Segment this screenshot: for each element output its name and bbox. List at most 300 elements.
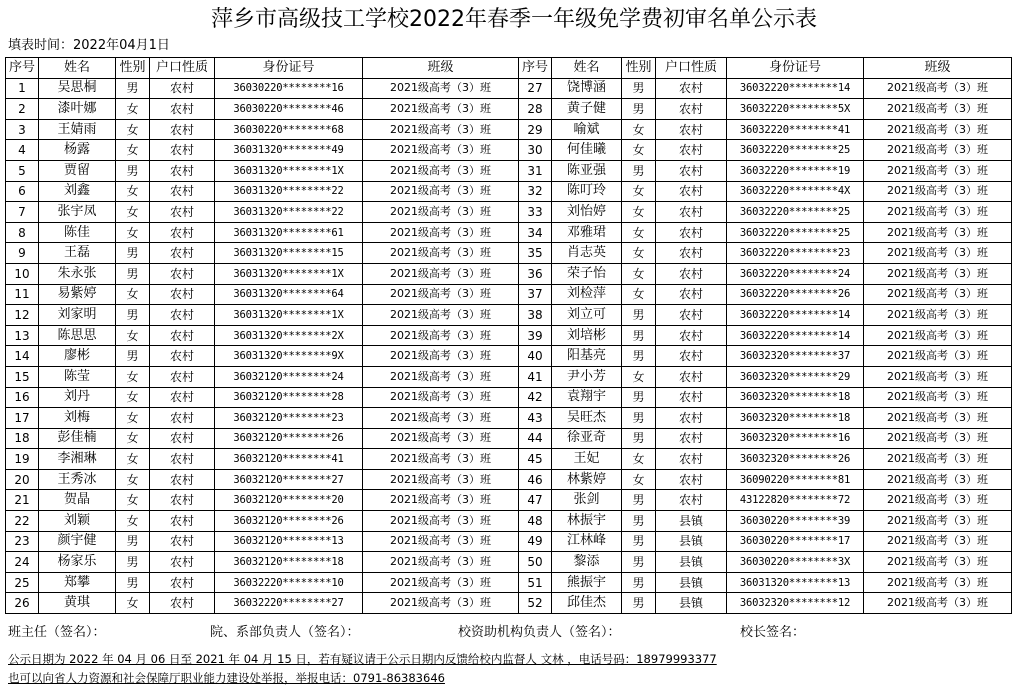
gender-cell: 男: [116, 305, 150, 326]
table-row: [6, 408, 1012, 429]
hukou-cell: 农村: [656, 387, 727, 408]
class-cell: 2021级高考（3）班: [363, 263, 519, 284]
id-number-cell: 36032220********25: [727, 202, 864, 223]
seq-cell: 39: [519, 325, 552, 346]
class-cell: 2021级高考（3）班: [363, 511, 519, 532]
gender-cell: 女: [116, 202, 150, 223]
seq-cell: 33: [519, 202, 552, 223]
gender-cell: 男: [622, 490, 656, 511]
class-cell: 2021级高考（3）班: [363, 346, 519, 367]
seq-cell: 8: [6, 222, 39, 243]
class-cell: 2021级高考（3）班: [864, 160, 1012, 181]
id-number-cell: 36031320********22: [215, 181, 363, 202]
gender-cell: 女: [622, 202, 656, 223]
hukou-cell: 县镇: [656, 593, 727, 614]
gender-cell: 男: [622, 408, 656, 429]
name-cell: 阳基亮: [552, 346, 622, 367]
gender-cell: 女: [116, 593, 150, 614]
name-cell: 刘丹: [39, 387, 116, 408]
seq-cell: 47: [519, 490, 552, 511]
id-number-cell: 36032120********13: [215, 531, 363, 552]
seq-cell: 35: [519, 243, 552, 264]
seq-cell: 19: [6, 449, 39, 470]
class-cell: 2021级高考（3）班: [363, 284, 519, 305]
gender-cell: 女: [116, 490, 150, 511]
id-number-cell: 36032220********4X: [727, 181, 864, 202]
seq-cell: 44: [519, 428, 552, 449]
hukou-cell: 农村: [656, 160, 727, 181]
id-number-cell: 36031320********22: [215, 202, 363, 223]
class-cell: 2021级高考（3）班: [864, 263, 1012, 284]
gender-cell: 男: [622, 160, 656, 181]
id-number-cell: 36032220********14: [727, 78, 864, 99]
table-row: [6, 490, 1012, 511]
class-cell: 2021级高考（3）班: [363, 552, 519, 573]
table-row: [6, 469, 1012, 490]
hukou-cell: 农村: [150, 469, 215, 490]
seq-cell: 7: [6, 202, 39, 223]
class-cell: 2021级高考（3）班: [864, 511, 1012, 532]
table-row: [6, 531, 1012, 552]
name-cell: 尹小芳: [552, 366, 622, 387]
gender-cell: 女: [116, 366, 150, 387]
name-cell: 廖彬: [39, 346, 116, 367]
header-gender: 性别: [116, 58, 150, 79]
seq-cell: 43: [519, 408, 552, 429]
gender-cell: 男: [116, 243, 150, 264]
name-cell: 张剑: [552, 490, 622, 511]
hukou-cell: 农村: [656, 243, 727, 264]
seq-cell: 34: [519, 222, 552, 243]
table-row: [6, 284, 1012, 305]
class-cell: 2021级高考（3）班: [864, 325, 1012, 346]
hukou-cell: 农村: [150, 408, 215, 429]
header-hukou: 户口性质: [656, 58, 727, 79]
class-cell: 2021级高考（3）班: [363, 99, 519, 120]
seq-cell: 42: [519, 387, 552, 408]
seq-cell: 3: [6, 119, 39, 140]
class-cell: 2021级高考（3）班: [363, 243, 519, 264]
name-cell: 黄琪: [39, 593, 116, 614]
hukou-cell: 县镇: [656, 572, 727, 593]
name-cell: 袁翔宇: [552, 387, 622, 408]
seq-cell: 52: [519, 593, 552, 614]
hukou-cell: 农村: [150, 140, 215, 161]
hukou-cell: 县镇: [656, 531, 727, 552]
id-number-cell: 43122820********72: [727, 490, 864, 511]
name-cell: 饶博涵: [552, 78, 622, 99]
seq-cell: 11: [6, 284, 39, 305]
gender-cell: 女: [622, 119, 656, 140]
class-cell: 2021级高考（3）班: [363, 428, 519, 449]
name-cell: 邓雅珺: [552, 222, 622, 243]
id-number-cell: 36032220********5X: [727, 99, 864, 120]
seq-cell: 22: [6, 511, 39, 532]
gender-cell: 女: [116, 511, 150, 532]
id-number-cell: 36032220********19: [727, 160, 864, 181]
seq-cell: 51: [519, 572, 552, 593]
id-number-cell: 36032120********41: [215, 449, 363, 470]
id-number-cell: 36032120********28: [215, 387, 363, 408]
name-cell: 黄子健: [552, 99, 622, 120]
id-number-cell: 36030220********16: [215, 78, 363, 99]
id-number-cell: 36032320********26: [727, 449, 864, 470]
id-number-cell: 36032320********18: [727, 408, 864, 429]
hukou-cell: 农村: [656, 325, 727, 346]
name-cell: 陈莹: [39, 366, 116, 387]
id-number-cell: 36030220********17: [727, 531, 864, 552]
seq-cell: 24: [6, 552, 39, 573]
seq-cell: 45: [519, 449, 552, 470]
hukou-cell: 农村: [656, 366, 727, 387]
name-cell: 刘家明: [39, 305, 116, 326]
id-number-cell: 36032320********37: [727, 346, 864, 367]
name-cell: 肖志英: [552, 243, 622, 264]
class-cell: 2021级高考（3）班: [864, 593, 1012, 614]
table-row: [6, 99, 1012, 120]
seq-cell: 26: [6, 593, 39, 614]
gender-cell: 男: [116, 572, 150, 593]
class-cell: 2021级高考（3）班: [864, 202, 1012, 223]
gender-cell: 男: [622, 387, 656, 408]
hukou-cell: 农村: [150, 222, 215, 243]
name-cell: 吴旺杰: [552, 408, 622, 429]
name-cell: 颜宇健: [39, 531, 116, 552]
seq-cell: 40: [519, 346, 552, 367]
class-cell: 2021级高考（3）班: [864, 305, 1012, 326]
seq-cell: 27: [519, 78, 552, 99]
name-cell: 彭佳楠: [39, 428, 116, 449]
gender-cell: 女: [116, 408, 150, 429]
gender-cell: 男: [622, 552, 656, 573]
seq-cell: 5: [6, 160, 39, 181]
id-number-cell: 36031320********61: [215, 222, 363, 243]
id-number-cell: 36032220********26: [727, 284, 864, 305]
id-number-cell: 36031320********1X: [215, 263, 363, 284]
seq-cell: 4: [6, 140, 39, 161]
class-cell: 2021级高考（3）班: [363, 140, 519, 161]
gender-cell: 男: [622, 305, 656, 326]
hukou-cell: 农村: [150, 387, 215, 408]
name-cell: 江林峰: [552, 531, 622, 552]
gender-cell: 女: [116, 181, 150, 202]
class-cell: 2021级高考（3）班: [864, 449, 1012, 470]
table-row: [6, 78, 1012, 99]
seq-cell: 48: [519, 511, 552, 532]
gender-cell: 男: [622, 511, 656, 532]
hukou-cell: 农村: [656, 263, 727, 284]
gender-cell: 女: [622, 469, 656, 490]
gender-cell: 女: [116, 119, 150, 140]
name-cell: 林紫婷: [552, 469, 622, 490]
hukou-cell: 农村: [150, 78, 215, 99]
hukou-cell: 农村: [656, 140, 727, 161]
name-cell: 林振宇: [552, 511, 622, 532]
class-cell: 2021级高考（3）班: [363, 78, 519, 99]
seq-cell: 31: [519, 160, 552, 181]
seq-cell: 1: [6, 78, 39, 99]
seq-cell: 21: [6, 490, 39, 511]
header-name: 姓名: [552, 58, 622, 79]
name-cell: 易紫婷: [39, 284, 116, 305]
seq-cell: 36: [519, 263, 552, 284]
hukou-cell: 农村: [150, 366, 215, 387]
class-cell: 2021级高考（3）班: [864, 99, 1012, 120]
name-cell: 杨露: [39, 140, 116, 161]
class-cell: 2021级高考（3）班: [363, 593, 519, 614]
seq-cell: 28: [519, 99, 552, 120]
seq-cell: 32: [519, 181, 552, 202]
gender-cell: 男: [622, 78, 656, 99]
name-cell: 刘检萍: [552, 284, 622, 305]
table-row: [6, 428, 1012, 449]
gender-cell: 女: [116, 449, 150, 470]
id-number-cell: 36032220********10: [215, 572, 363, 593]
seq-cell: 18: [6, 428, 39, 449]
id-number-cell: 36031320********9X: [215, 346, 363, 367]
seq-cell: 49: [519, 531, 552, 552]
hukou-cell: 农村: [150, 284, 215, 305]
principal-signature: 校长签名：: [740, 625, 806, 640]
id-number-cell: 36030220********46: [215, 99, 363, 120]
name-cell: 王妃: [552, 449, 622, 470]
class-cell: 2021级高考（3）班: [864, 78, 1012, 99]
hukou-cell: 农村: [656, 78, 727, 99]
class-cell: 2021级高考（3）班: [363, 366, 519, 387]
id-number-cell: 36032120********26: [215, 511, 363, 532]
hukou-cell: 农村: [150, 531, 215, 552]
seq-cell: 14: [6, 346, 39, 367]
name-cell: 王磊: [39, 243, 116, 264]
hukou-cell: 农村: [150, 428, 215, 449]
hukou-cell: 农村: [150, 511, 215, 532]
class-cell: 2021级高考（3）班: [864, 366, 1012, 387]
gender-cell: 女: [622, 243, 656, 264]
table-row: [6, 593, 1012, 614]
table-row: [6, 449, 1012, 470]
seq-cell: 20: [6, 469, 39, 490]
id-number-cell: 36032220********23: [727, 243, 864, 264]
gender-cell: 女: [622, 222, 656, 243]
name-cell: 贾留: [39, 160, 116, 181]
header-row: [6, 58, 1012, 79]
name-cell: 吴思桐: [39, 78, 116, 99]
table-row: [6, 552, 1012, 573]
name-cell: 徐亚奇: [552, 428, 622, 449]
class-cell: 2021级高考（3）班: [363, 305, 519, 326]
table-row: [6, 346, 1012, 367]
name-cell: 陈思思: [39, 325, 116, 346]
name-cell: 黎添: [552, 552, 622, 573]
hukou-cell: 县镇: [656, 511, 727, 532]
name-cell: 熊振宇: [552, 572, 622, 593]
gender-cell: 男: [116, 552, 150, 573]
id-number-cell: 36032220********25: [727, 222, 864, 243]
seq-cell: 25: [6, 572, 39, 593]
header-class: 班级: [864, 58, 1012, 79]
table-row: [6, 140, 1012, 161]
id-number-cell: 36032220********27: [215, 593, 363, 614]
header-gender: 性别: [622, 58, 656, 79]
gender-cell: 女: [622, 140, 656, 161]
id-number-cell: 36031320********13: [727, 572, 864, 593]
id-number-cell: 36032220********41: [727, 119, 864, 140]
id-number-cell: 36032220********25: [727, 140, 864, 161]
seq-cell: 30: [519, 140, 552, 161]
gender-cell: 女: [116, 140, 150, 161]
table-row: [6, 366, 1012, 387]
id-number-cell: 36031320********1X: [215, 160, 363, 181]
name-cell: 张宇凤: [39, 202, 116, 223]
seq-cell: 9: [6, 243, 39, 264]
class-cell: 2021级高考（3）班: [864, 140, 1012, 161]
id-number-cell: 36032220********14: [727, 305, 864, 326]
gender-cell: 女: [622, 366, 656, 387]
seq-cell: 46: [519, 469, 552, 490]
hukou-cell: 农村: [656, 202, 727, 223]
class-cell: 2021级高考（3）班: [864, 490, 1012, 511]
table-row: [6, 572, 1012, 593]
name-cell: 喻斌: [552, 119, 622, 140]
class-cell: 2021级高考（3）班: [864, 408, 1012, 429]
gender-cell: 男: [622, 572, 656, 593]
seq-cell: 2: [6, 99, 39, 120]
id-number-cell: 36032320********16: [727, 428, 864, 449]
name-cell: 刘梅: [39, 408, 116, 429]
class-cell: 2021级高考（3）班: [864, 119, 1012, 140]
gender-cell: 男: [116, 160, 150, 181]
id-number-cell: 36032120********24: [215, 366, 363, 387]
gender-cell: 女: [116, 99, 150, 120]
class-cell: 2021级高考（3）班: [363, 222, 519, 243]
id-number-cell: 36032120********23: [215, 408, 363, 429]
name-cell: 刘怡婷: [552, 202, 622, 223]
hukou-cell: 农村: [656, 284, 727, 305]
seq-cell: 10: [6, 263, 39, 284]
id-number-cell: 36032320********29: [727, 366, 864, 387]
seq-cell: 16: [6, 387, 39, 408]
name-cell: 杨家乐: [39, 552, 116, 573]
class-cell: 2021级高考（3）班: [363, 469, 519, 490]
name-cell: 漆叶娜: [39, 99, 116, 120]
id-number-cell: 36031320********2X: [215, 325, 363, 346]
notice-text: 公示日期为 2022 年 04 月 06 日至 2021 年 04 月 15 日，若有疑议请于公示日期内反馈给校内监督人 文林 ，电话号码：18979993377: [8, 652, 717, 666]
hukou-cell: 农村: [656, 346, 727, 367]
hukou-cell: 农村: [656, 181, 727, 202]
gender-cell: 男: [116, 263, 150, 284]
gender-cell: 男: [622, 428, 656, 449]
name-cell: 王秀冰: [39, 469, 116, 490]
id-number-cell: 36032120********26: [215, 428, 363, 449]
hukou-cell: 农村: [150, 305, 215, 326]
gender-cell: 男: [622, 325, 656, 346]
gender-cell: 女: [116, 469, 150, 490]
hukou-cell: 农村: [656, 99, 727, 120]
name-cell: 王婧雨: [39, 119, 116, 140]
seq-cell: 15: [6, 366, 39, 387]
gender-cell: 男: [116, 531, 150, 552]
class-cell: 2021级高考（3）班: [864, 243, 1012, 264]
hukou-cell: 农村: [150, 593, 215, 614]
class-cell: 2021级高考（3）班: [864, 469, 1012, 490]
class-cell: 2021级高考（3）班: [864, 387, 1012, 408]
name-cell: 刘颖: [39, 511, 116, 532]
seq-cell: 41: [519, 366, 552, 387]
gender-cell: 女: [116, 387, 150, 408]
hukou-cell: 农村: [150, 572, 215, 593]
name-cell: 刘鑫: [39, 181, 116, 202]
id-number-cell: 36032220********14: [727, 325, 864, 346]
table-row: [6, 263, 1012, 284]
table-row: [6, 119, 1012, 140]
name-cell: 刘培彬: [552, 325, 622, 346]
aid-head-signature: 校资助机构负责人（签名）：: [458, 625, 621, 640]
class-cell: 2021级高考（3）班: [864, 572, 1012, 593]
hukou-cell: 农村: [150, 263, 215, 284]
name-cell: 刘立可: [552, 305, 622, 326]
gender-cell: 男: [622, 531, 656, 552]
hukou-cell: 农村: [656, 469, 727, 490]
header-name: 姓名: [39, 58, 116, 79]
name-cell: 荣子怡: [552, 263, 622, 284]
id-number-cell: 36032320********18: [727, 387, 864, 408]
class-cell: 2021级高考（3）班: [363, 490, 519, 511]
gender-cell: 男: [622, 99, 656, 120]
hukou-cell: 农村: [150, 243, 215, 264]
header-id: 身份证号: [727, 58, 864, 79]
name-cell: 朱永张: [39, 263, 116, 284]
hukou-cell: 农村: [150, 325, 215, 346]
name-cell: 李湘琳: [39, 449, 116, 470]
class-cell: 2021级高考（3）班: [363, 160, 519, 181]
fill-date: 填表时间：2022年04月1日: [8, 38, 170, 53]
roster-body: [6, 78, 1012, 613]
header-hukou: 户口性质: [150, 58, 215, 79]
id-number-cell: 36032120********20: [215, 490, 363, 511]
hukou-cell: 农村: [150, 552, 215, 573]
class-cell: 2021级高考（3）班: [864, 222, 1012, 243]
hukou-cell: 农村: [656, 449, 727, 470]
id-number-cell: 36032320********12: [727, 593, 864, 614]
table-row: [6, 202, 1012, 223]
name-cell: 陈佳: [39, 222, 116, 243]
table-row: [6, 325, 1012, 346]
class-cell: 2021级高考（3）班: [864, 346, 1012, 367]
id-number-cell: 36090220********81: [727, 469, 864, 490]
id-number-cell: 36032220********24: [727, 263, 864, 284]
seq-cell: 13: [6, 325, 39, 346]
class-cell: 2021级高考（3）班: [363, 181, 519, 202]
table-row: [6, 511, 1012, 532]
class-cell: 2021级高考（3）班: [363, 119, 519, 140]
gender-cell: 男: [622, 593, 656, 614]
id-number-cell: 36032120********27: [215, 469, 363, 490]
seq-cell: 23: [6, 531, 39, 552]
id-number-cell: 36031320********1X: [215, 305, 363, 326]
hukou-cell: 农村: [150, 181, 215, 202]
name-cell: 陈叮玲: [552, 181, 622, 202]
gender-cell: 女: [622, 181, 656, 202]
class-cell: 2021级高考（3）班: [864, 428, 1012, 449]
seq-cell: 17: [6, 408, 39, 429]
hukou-cell: 农村: [150, 99, 215, 120]
hukou-cell: 农村: [150, 449, 215, 470]
gender-cell: 女: [116, 284, 150, 305]
name-cell: 郑攀: [39, 572, 116, 593]
hukou-cell: 农村: [150, 119, 215, 140]
class-cell: 2021级高考（3）班: [864, 284, 1012, 305]
class-cell: 2021级高考（3）班: [363, 408, 519, 429]
